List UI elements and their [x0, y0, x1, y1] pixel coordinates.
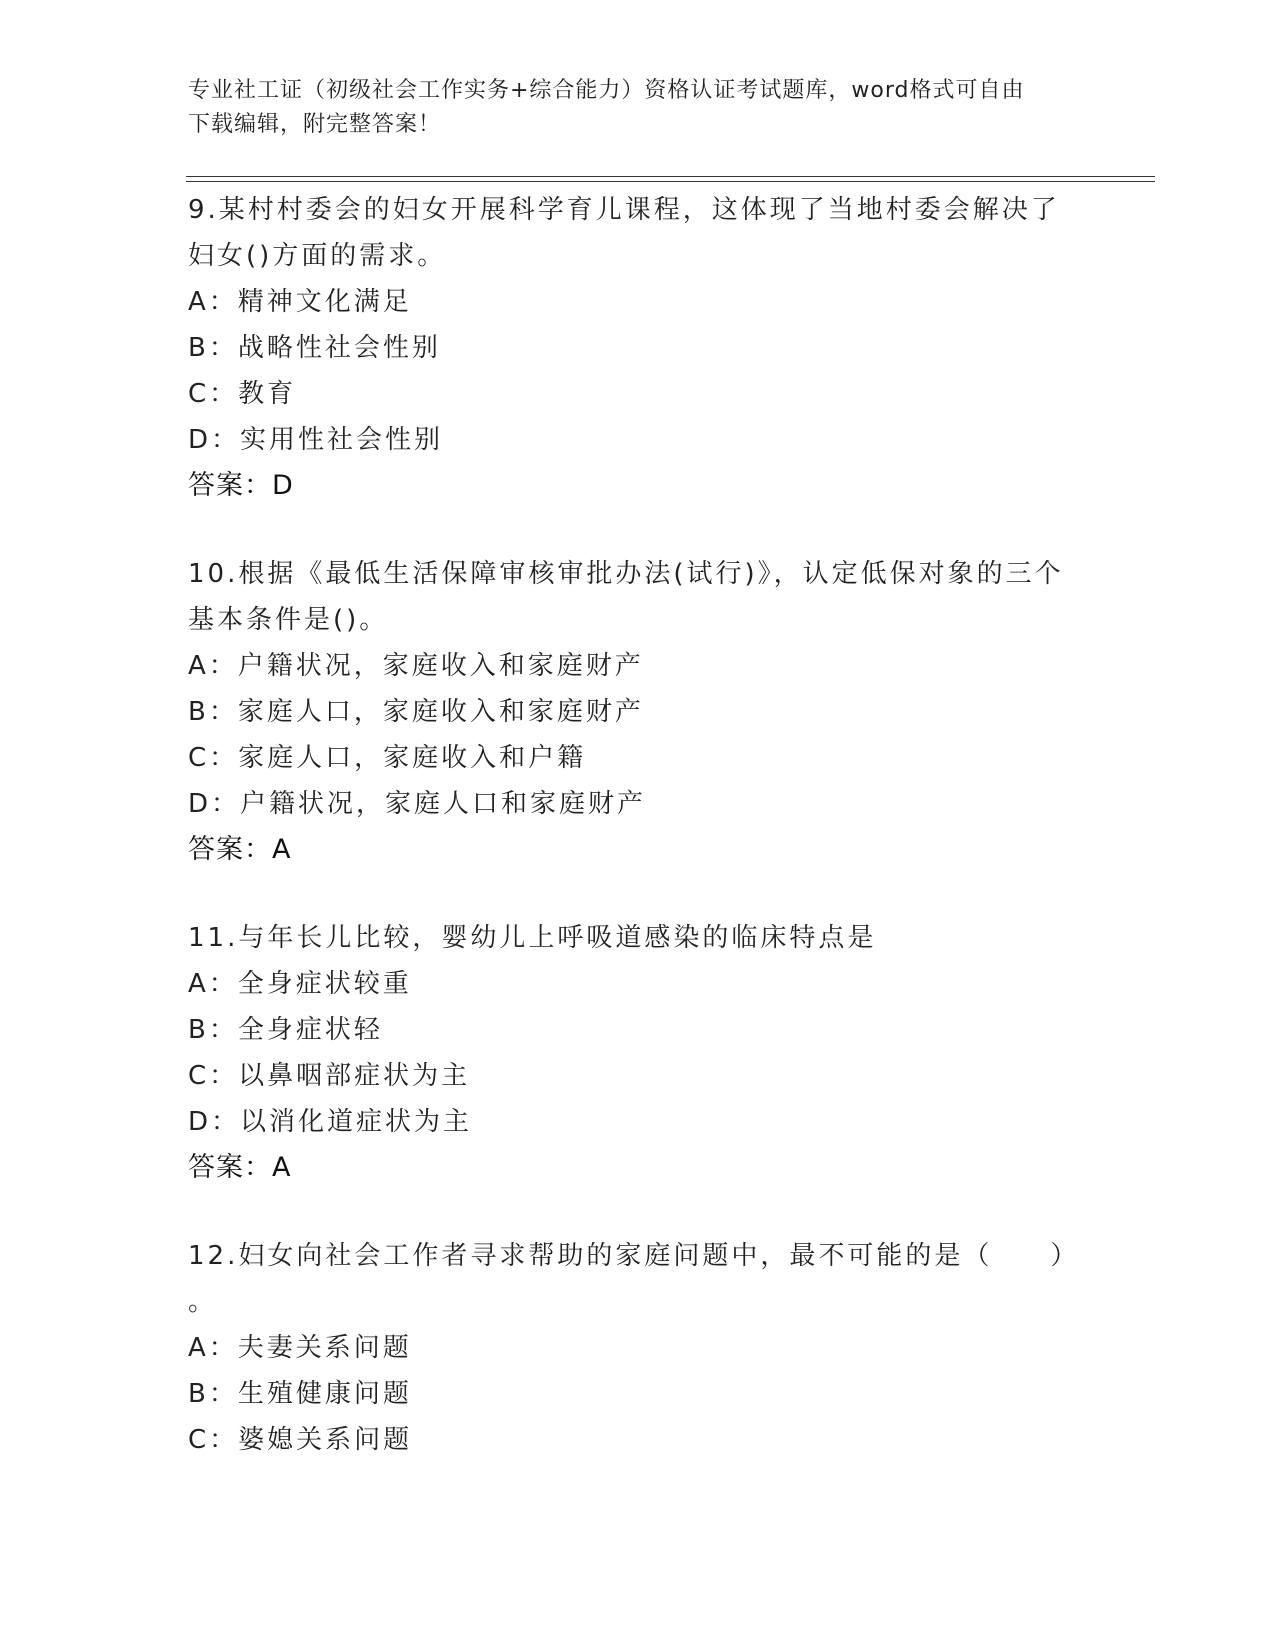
- option-c: C：婆媳关系问题: [188, 1425, 413, 1455]
- question-text: 11.与年长儿比较，婴幼儿上呼吸道感染的临床特点是: [188, 923, 877, 953]
- header-line-2: 下载编辑，附完整答案！: [188, 112, 442, 137]
- header-line-1: 专业社工证（初级社会工作实务+综合能力）资格认证考试题库，word格式可自由: [188, 78, 1025, 103]
- option-a: A：夫妻关系问题: [188, 1333, 412, 1363]
- question-9: [188, 187, 1088, 509]
- option-a: A：全身症状较重: [188, 969, 412, 999]
- question-text: 12.妇女向社会工作者寻求帮助的家庭问题中，最不可能的是（ ）: [188, 1241, 1080, 1271]
- option-c: C：以鼻咽部症状为主: [188, 1061, 471, 1091]
- option-a: A：精神文化满足: [188, 287, 412, 317]
- question-text: 妇女()方面的需求。: [188, 241, 447, 271]
- question-text: 。: [188, 1287, 218, 1317]
- question-10: [188, 551, 1088, 873]
- header-divider-top: [186, 176, 1155, 177]
- option-c: C：家庭人口，家庭收入和户籍: [188, 743, 587, 773]
- question-text: 9.某村村委会的妇女开展科学育儿课程，这体现了当地村委会解决了: [188, 195, 1060, 225]
- option-d: D：户籍状况，家庭人口和家庭财产: [188, 789, 647, 819]
- option-b: B：全身症状轻: [188, 1015, 383, 1045]
- option-c: C：教育: [188, 379, 297, 409]
- document-header: [188, 74, 1088, 142]
- question-11: [188, 915, 1088, 1191]
- option-b: B：生殖健康问题: [188, 1379, 412, 1409]
- question-list: [188, 187, 1088, 1505]
- option-d: D：实用性社会性别: [188, 425, 444, 455]
- option-b: B：家庭人口，家庭收入和家庭财产: [188, 697, 644, 727]
- question-text: 10.根据《最低生活保障审核审批办法(试行)》，认定低保对象的三个: [188, 559, 1064, 589]
- question-text: 基本条件是()。: [188, 605, 389, 635]
- answer: 答案：A: [188, 1152, 292, 1183]
- answer: 答案：D: [188, 470, 294, 501]
- answer: 答案：A: [188, 834, 292, 865]
- option-d: D：以消化道症状为主: [188, 1107, 473, 1137]
- option-b: B：战略性社会性别: [188, 333, 441, 363]
- header-divider-bottom: [186, 181, 1155, 182]
- option-a: A：户籍状况，家庭收入和家庭财产: [188, 651, 644, 681]
- question-12: [188, 1233, 1088, 1463]
